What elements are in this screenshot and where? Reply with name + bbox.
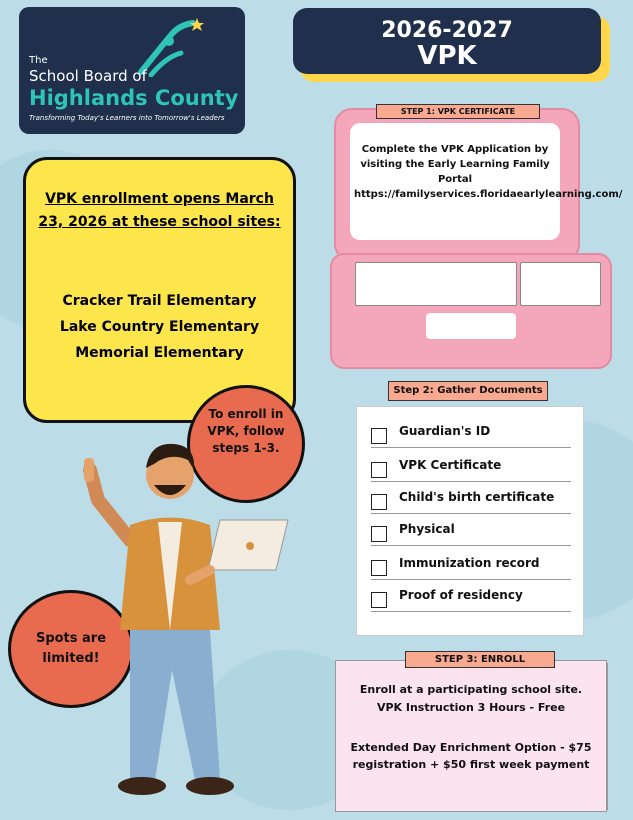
checklist-item [371, 587, 571, 612]
documents-checklist [356, 406, 584, 636]
step1-text: Complete the VPK Application by visiting the Early Learning Family Portal https://familyservices.floridaearlylearning.com/ [354, 144, 623, 200]
checklist-label: Guardian's ID [399, 424, 491, 438]
checkbox-icon[interactable] [371, 560, 387, 576]
school-board-logo [19, 7, 245, 134]
checklist-label: Proof of residency [399, 588, 523, 602]
laptop-keyboard [355, 262, 603, 312]
checklist-item [371, 423, 571, 448]
title-program: VPK [417, 41, 477, 71]
laptop-trackpad [426, 313, 516, 339]
step1-tag: STEP 1: VPK CERTIFICATE [376, 104, 540, 119]
enrollment-heading: VPK enrollment opens March 23, 2026 at these school sites: [38, 191, 281, 230]
school-item: Memorial Elementary [75, 345, 244, 361]
spots-bubble-text: Spots are limited! [35, 631, 107, 666]
logo-line-1: The [29, 55, 48, 66]
enroll-bubble-text: To enroll in VPK, follow steps 1-3. [207, 407, 285, 455]
step3-tag: STEP 3: ENROLL [405, 651, 555, 668]
school-item: Lake Country Elementary [59, 319, 260, 335]
checklist-item [371, 457, 571, 482]
checklist-label: Physical [399, 522, 455, 536]
school-item: Cracker Trail Elementary [62, 293, 257, 309]
title-year: 2026-2027 [381, 18, 513, 43]
logo-line-3: Highlands County [29, 86, 239, 110]
enrollment-box [23, 157, 296, 423]
checklist-label: Immunization record [399, 556, 540, 570]
checkbox-icon[interactable] [371, 592, 387, 608]
checklist-item [371, 521, 571, 546]
checkbox-icon[interactable] [371, 428, 387, 444]
step3-box [335, 660, 607, 812]
page-title [293, 8, 601, 74]
logo-line-2: School Board of [29, 67, 147, 85]
logo-tagline: Transforming Today's Learners into Tomorrow's Leaders [29, 114, 225, 122]
checkbox-icon[interactable] [371, 526, 387, 542]
step2-tag: Step 2: Gather Documents [388, 381, 548, 401]
checklist-label: VPK Certificate [399, 458, 502, 472]
checklist-label: Child's birth certificate [399, 490, 555, 504]
checkbox-icon[interactable] [371, 462, 387, 478]
step3-line-3: Extended Day Enrichment Option - $75 registration + $50 first week payment [350, 741, 592, 771]
checklist-item [371, 555, 571, 580]
step3-line-1: Enroll at a participating school site. [359, 683, 583, 696]
checklist-item [371, 489, 571, 514]
step3-line-2: VPK Instruction 3 Hours - Free [376, 701, 566, 714]
man-with-laptop-illustration [70, 430, 300, 810]
checkbox-icon[interactable] [371, 494, 387, 510]
